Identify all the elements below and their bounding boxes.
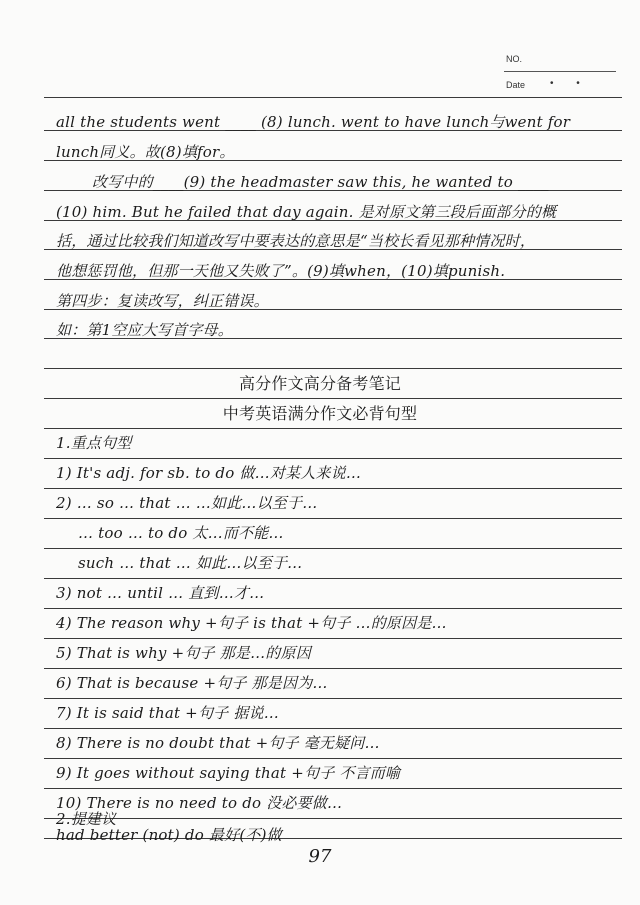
number-field	[504, 52, 616, 78]
ruled-line	[44, 728, 622, 729]
heading: 2.提建议	[56, 810, 117, 828]
text-line: 7) It is said that +句子 据说…	[56, 704, 279, 722]
text-line: 8) There is no doubt that +句子 毫无疑问…	[56, 734, 380, 752]
ruled-line	[44, 818, 622, 819]
text-line: such … that … 如此…以至于…	[78, 554, 303, 572]
section-title: 高分作文高分备考笔记	[238, 374, 401, 393]
heading: 1.重点句型	[56, 434, 132, 452]
ruled-line	[44, 758, 622, 759]
ruled-line	[44, 698, 622, 699]
text-line: 如：第1空应大写首字母。	[56, 321, 233, 339]
text-line: 第四步：复读改写，纠正错误。	[56, 292, 269, 310]
section-subtitle: 中考英语满分作文必背句型	[222, 404, 418, 423]
date-dots: • •	[550, 78, 590, 89]
text-line: 1) It's adj. for sb. to do 做…对某人来说…	[56, 464, 362, 482]
number-label: NO.	[506, 54, 523, 64]
ruled-line	[44, 97, 622, 98]
ruled-line	[44, 608, 622, 609]
text-line: 4) The reason why +句子 is that +句子 …的原因是…	[56, 614, 447, 632]
text-line: 5) That is why +句子 那是…的原因	[56, 644, 311, 662]
text-line: … too … to do 太…而不能…	[78, 524, 284, 542]
ruled-line	[44, 488, 622, 489]
ruled-line	[44, 548, 622, 549]
text-line: 括，通过比较我们知道改写中要表达的意思是“当校长看见那种情况时，	[56, 232, 536, 250]
ruled-line	[44, 458, 622, 459]
text-line: 2) … so … that … …如此…以至于…	[56, 494, 318, 512]
date-label: Date	[506, 80, 526, 90]
text-line: had better (not) do 最好(不)做	[56, 826, 282, 844]
text-line: 9) It goes without saying that +句子 不言而喻	[56, 764, 401, 782]
text-line: lunch同义。故(8)填for。	[56, 143, 235, 161]
ruled-line	[44, 368, 622, 369]
ruled-line	[44, 398, 622, 399]
ruled-line	[44, 428, 622, 429]
page-number: 97	[308, 846, 332, 867]
ruled-line	[44, 518, 622, 519]
ruled-line	[44, 788, 622, 789]
text-line: 他想惩罚他，但那一天他又失败了”。(9)填when，(10)填punish.	[56, 262, 506, 280]
ruled-line	[44, 578, 622, 579]
date-field	[504, 78, 616, 104]
text-line: 改写中的____(9) the headmaster saw this, he wanted to ____	[92, 173, 549, 191]
ruled-line	[44, 638, 622, 639]
text-line: (10) him. But he failed that day again. 是对原文第三段后面部分的概	[56, 203, 557, 221]
text-line: 6) That is because +句子 那是因为…	[56, 674, 328, 692]
text-line: all the students went ____ (8) lunch. went to have lunch与went for	[56, 113, 571, 131]
ruled-line	[44, 668, 622, 669]
text-line: 10) There is no need to do 没必要做…	[56, 794, 343, 812]
text-line: 3) not … until … 直到…才…	[56, 584, 265, 602]
